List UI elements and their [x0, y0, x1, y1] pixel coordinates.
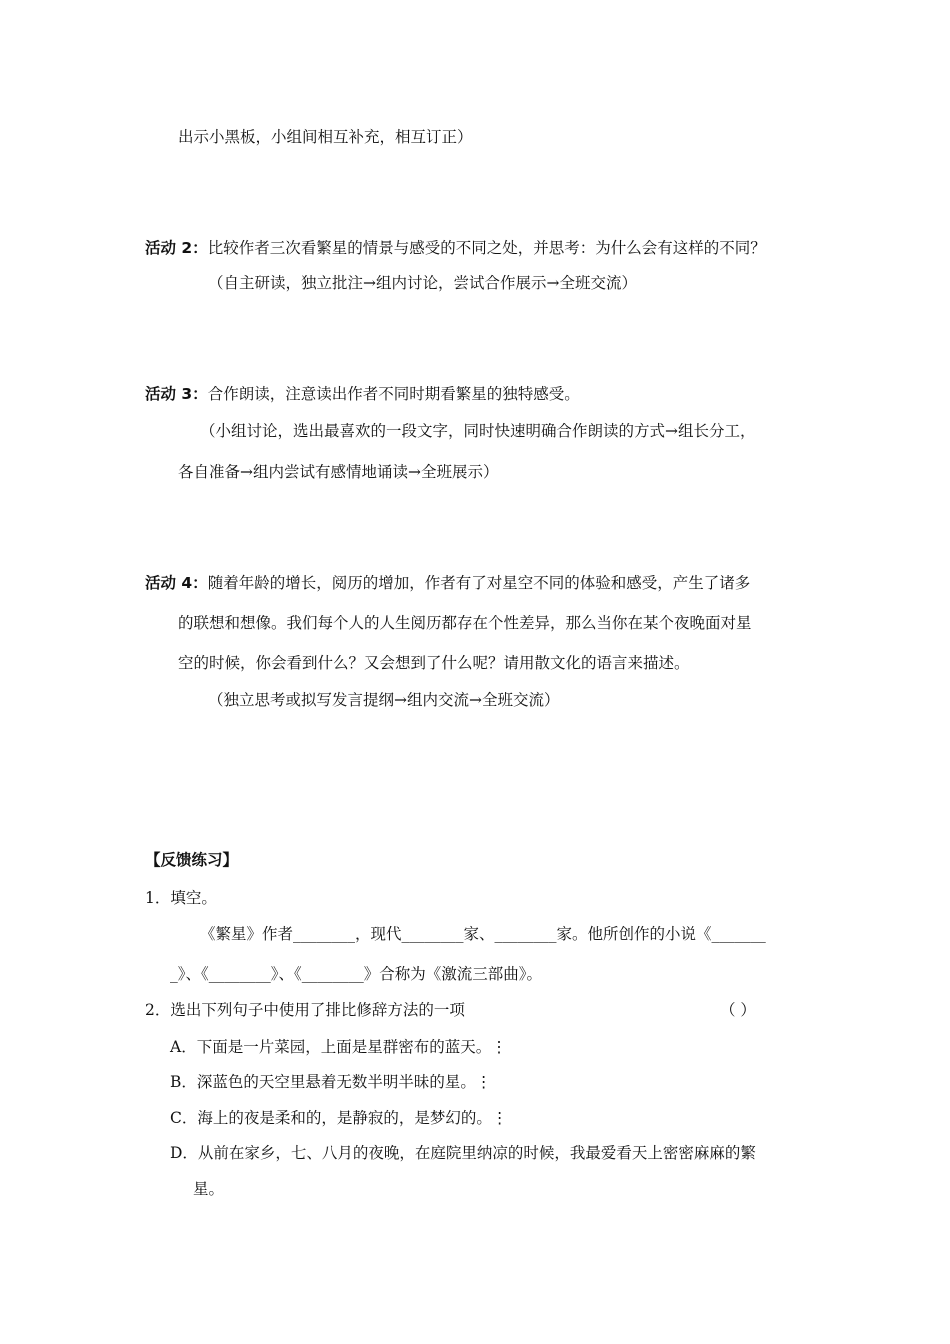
question-1-title: 1．填空。 [145, 889, 217, 907]
activity-2-label: 活动 2： [145, 239, 208, 257]
question-1-line1: 《繁星》作者________，现代________家、________家。他所创作的小说《_______ [200, 925, 766, 943]
activity-3-text: 合作朗读，注意读出作者不同时期看繁星的独特感受。 [207, 385, 580, 403]
option-c: C．海上的夜是柔和的，是静寂的，是梦幻的。⋮ [170, 1109, 508, 1127]
question-2-answer-paren: （ ） [720, 1001, 756, 1019]
activity-3-note-line1: （小组讨论，选出最喜欢的一段文字，同时快速明确合作朗读的方式→组长分工， [200, 422, 756, 440]
activity-3-note-line2: 各自准备→组内尝试有感情地诵读→全班展示） [178, 463, 499, 481]
activity-4-text-line1: 随着年龄的增长，阅历的增加，作者有了对星空不同的体验和感受，产生了诸多 [207, 574, 751, 592]
option-b: B．深蓝色的天空里悬着无数半明半昧的星。⋮ [170, 1073, 492, 1091]
intro-line: 出示小黑板，小组间相互补充，相互订正） [178, 128, 473, 146]
question-1-line2: _》、《________》、《________》合称为《激流三部曲》。 [170, 965, 543, 983]
activity-2 [145, 237, 766, 259]
option-d-line1: D．从前在家乡，七、八月的夜晚，在庭院里纳凉的时候，我最爱看天上密密麻麻的繁 [170, 1144, 756, 1162]
activity-4-text-line2: 的联想和想像。我们每个人的人生阅历都存在个性差异，那么当你在某个夜晚面对星 [178, 614, 752, 632]
question-2-title: 2．选出下列句子中使用了排比修辞方法的一项 [145, 1001, 465, 1019]
activity-4 [145, 572, 750, 594]
feedback-heading: 【反馈练习】 [145, 851, 239, 869]
option-d-line2: 星。 [193, 1180, 225, 1198]
activity-2-note: （自主研读，独立批注→组内讨论，尝试合作展示→全班交流） [208, 274, 637, 292]
activity-4-label: 活动 4： [145, 574, 208, 592]
activity-2-text: 比较作者三次看繁星的情景与感受的不同之处，并思考：为什么会有这样的不同？ [207, 239, 766, 257]
activity-3-label: 活动 3： [145, 385, 208, 403]
activity-4-text-line3: 空的时候，你会看到什么？又会想到了什么呢？请用散文化的语言来描述。 [178, 654, 690, 672]
activity-3 [145, 383, 580, 405]
option-a: A．下面是一片菜园，上面是星群密布的蓝天。⋮ [170, 1038, 507, 1056]
activity-4-note: （独立思考或拟写发言提纲→组内交流→全班交流） [208, 691, 560, 709]
